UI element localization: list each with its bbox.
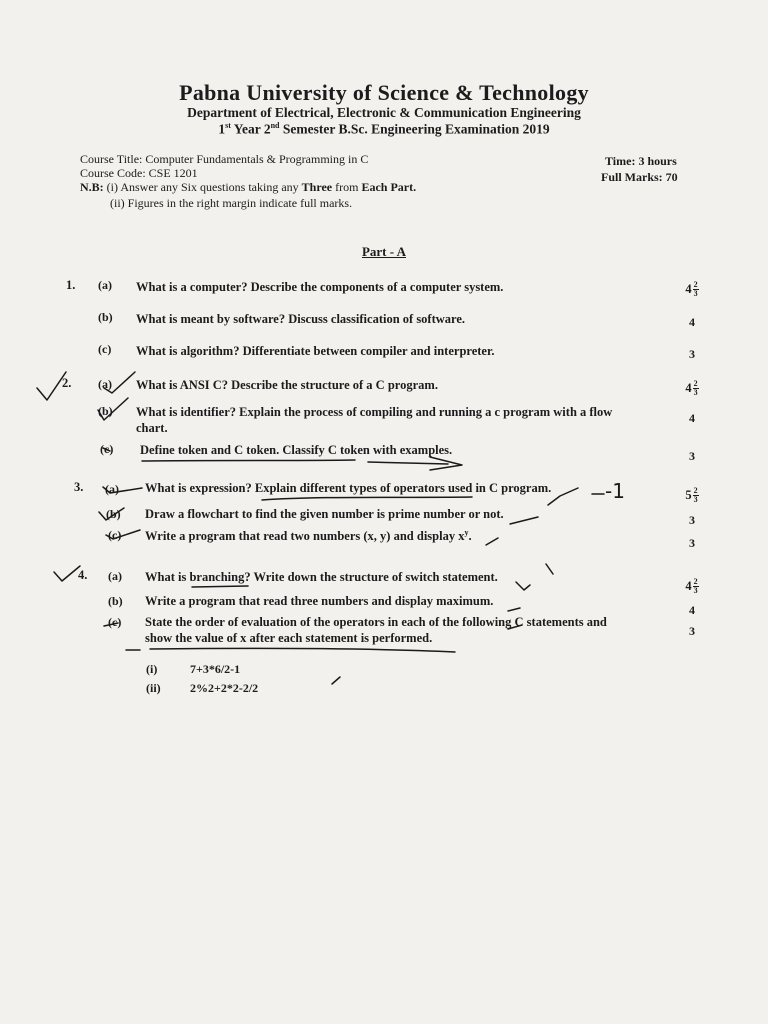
q4c-label: (c) — [108, 615, 122, 629]
tick-q2a — [104, 372, 135, 393]
underline-q2c — [142, 460, 355, 461]
question-number-2: 2. — [62, 376, 72, 390]
q1b-label: (b) — [98, 310, 113, 324]
tick-q2c — [103, 448, 110, 451]
expression-2: 2%2+2*2-2/2 — [190, 681, 259, 695]
course-title: Course Title: Computer Fundamentals & Programming in C — [80, 152, 369, 166]
q4b-mark: 4 — [689, 603, 695, 617]
q1c-label: (c) — [98, 342, 112, 356]
expression-label-2: (ii) — [146, 681, 161, 695]
q3b-label: (b) — [106, 507, 121, 521]
expression-1: 7+3*6/2-1 — [190, 662, 241, 676]
tick-q3a-end — [548, 488, 578, 505]
underline-q4c — [126, 648, 455, 652]
q3c-mark: 3 — [689, 536, 695, 550]
q1a-mark: 4 2 3 — [685, 280, 698, 298]
part-title: Part - A — [361, 244, 407, 259]
q1b-mark: 4 — [689, 315, 695, 329]
q3b-text: Draw a flowchart to find the given number is prime number or not. — [145, 507, 504, 521]
underline-q4a — [192, 586, 248, 587]
q2a-text: What is ANSI C? Describe the structure of a C program. — [136, 378, 438, 392]
tick-q2b — [98, 398, 128, 420]
underline-q2c-2 — [368, 457, 462, 470]
question-number-3: 3. — [74, 480, 84, 494]
tick-q3c-end — [486, 538, 498, 545]
check-mark-q4 — [54, 566, 80, 581]
q1c-text: What is algorithm? Differentiate between compiler and interpreter. — [136, 344, 495, 358]
tick-q4b-end — [508, 608, 520, 611]
q2c-mark: 3 — [689, 449, 695, 463]
q3c-text: Write a program that read two numbers (x, y) and display $x^y$. — [145, 528, 472, 544]
q4c-text-continued: show the value of x after each statement is performed. — [145, 631, 433, 645]
q2b-label: (b) — [98, 404, 113, 418]
q4a-text: What is branching? Write down the structure of switch statement. — [145, 570, 498, 584]
q3c-label: (c) — [108, 528, 122, 542]
q2c-text: Define token and C token. Classify C token with examples. — [140, 443, 453, 457]
q2c-label: (c) — [100, 442, 114, 456]
q2b-mark: 4 — [689, 411, 695, 425]
q3b-mark: 3 — [689, 513, 695, 527]
q1a-label: (a) — [98, 278, 112, 292]
q2a-mark: 4 2 3 — [685, 379, 698, 397]
full-marks: Full Marks: 70 — [601, 170, 678, 184]
q2a-label: (a) — [98, 377, 112, 391]
tick-q4c-end — [508, 625, 522, 629]
handwritten-annotation: -1 — [605, 479, 625, 503]
tick-q4c — [104, 623, 118, 626]
q1a-text: What is a computer? Describe the components of a computer system. — [136, 280, 504, 294]
question-number-4: 4. — [78, 568, 88, 582]
exam-time: Time: 3 hours — [605, 154, 677, 168]
course-code: Course Code: CSE 1201 — [80, 166, 198, 180]
check-mark-q2 — [37, 372, 66, 400]
question-number-1: 1. — [66, 278, 76, 292]
q4c-mark: 3 — [689, 624, 695, 638]
q4b-label: (b) — [108, 594, 123, 608]
q4a-label: (a) — [108, 569, 122, 583]
q4c-text: State the order of evaluation of the operators in each of the following C statements and — [145, 615, 607, 629]
underline-q3a — [262, 497, 472, 500]
expression-label-1: (i) — [146, 662, 158, 676]
department-name: Department of Electrical, Electronic & Communication Engineering — [187, 105, 581, 120]
nb-line-1: N.B: (i) Answer any Six questions taking any Three from Each Part. — [80, 180, 417, 194]
nb-line-2: (ii) Figures in the right margin indicate full marks. — [110, 196, 353, 210]
tick-q4a-end — [516, 582, 530, 590]
tick-q4a-extra — [546, 564, 553, 574]
q2b-text: What is identifier? Explain the process of compiling and running a c program with a flow — [136, 405, 613, 419]
q2b-text-continued: chart. — [136, 421, 168, 435]
q4a-mark: 4 2 3 — [685, 577, 698, 595]
tick-q3b — [99, 508, 124, 520]
q4b-text: Write a program that read three numbers and display maximum. — [145, 594, 494, 608]
tick-q3b-end — [510, 517, 538, 524]
q3a-label: (a) — [105, 482, 119, 496]
tick-expression — [332, 677, 340, 684]
q3a-mark: 5 2 3 — [685, 486, 698, 504]
q1b-text: What is meant by software? Discuss classification of software. — [136, 312, 466, 326]
tick-q3a — [103, 487, 142, 493]
tick-q3c — [106, 530, 140, 539]
university-name: Pabna University of Science & Technology — [179, 80, 589, 105]
q1c-mark: 3 — [689, 347, 695, 361]
q3a-text: What is expression? Explain different types of operators used in C program. — [145, 481, 552, 495]
exam-title: 1st Year 2nd Semester B.Sc. Engineering Examination 2019 — [218, 121, 550, 137]
